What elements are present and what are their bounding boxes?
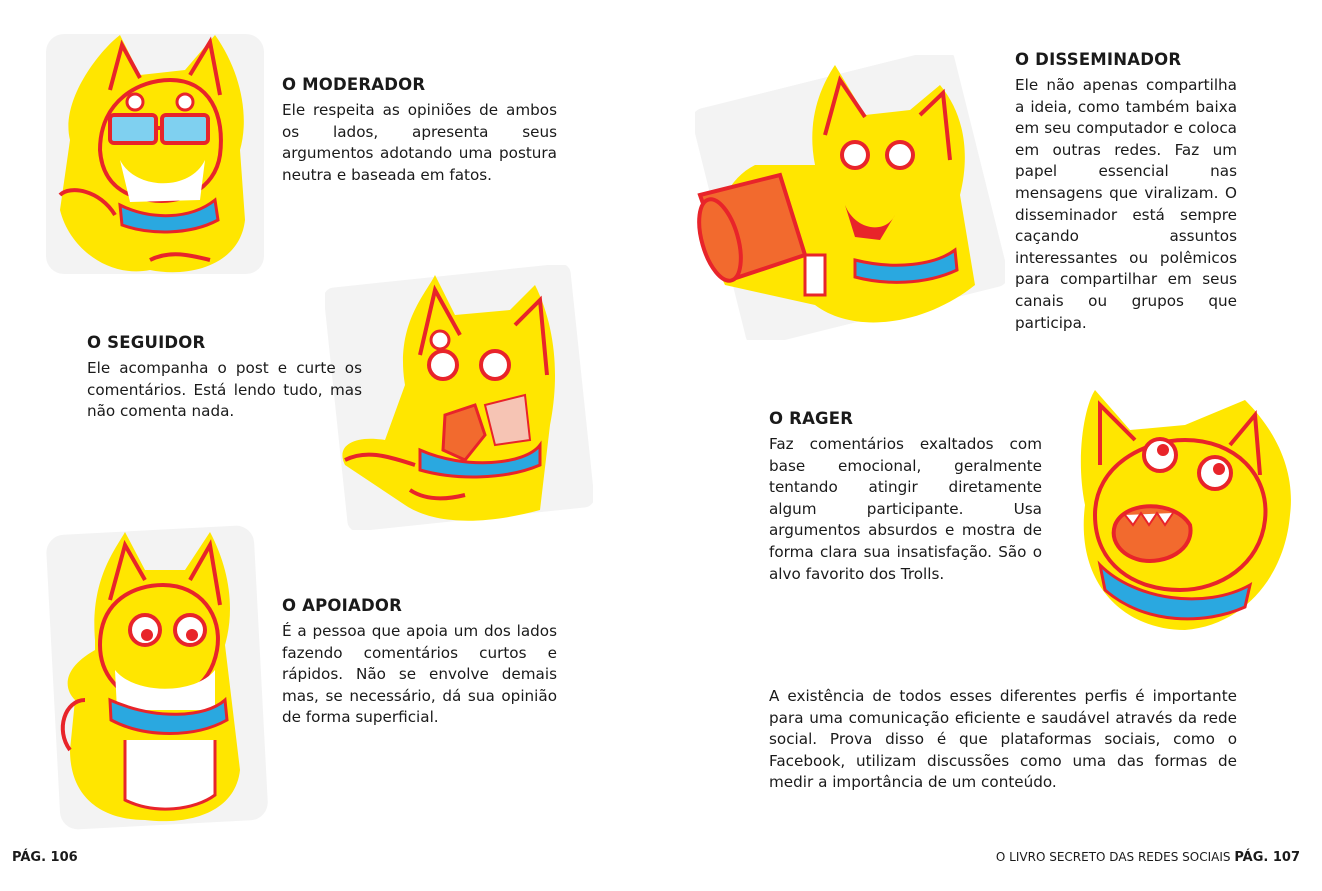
disseminador-heading: O DISSEMINADOR xyxy=(1015,50,1182,69)
disseminador-section xyxy=(1015,50,1237,334)
apoiador-section xyxy=(282,596,557,729)
rager-dog-sticker xyxy=(1055,385,1300,635)
page-number-left: PÁG. 106 xyxy=(12,850,78,865)
page-number-right: PÁG. 107 xyxy=(1234,850,1300,865)
book-title: O LIVRO SECRETO DAS REDES SOCIAIS xyxy=(995,850,1231,864)
apoiador-description: É a pessoa que apoia um dos lados fazendo comentários curtos e rápidos. Não se envolve demais mas, se necessário, dá sua opinião de forma superficial. xyxy=(282,622,557,727)
disseminador-dog-sticker xyxy=(695,55,1005,340)
closing-paragraph: A existência de todos esses diferentes perfis é importante para uma comunicação eficiente e saudável através da rede social. Prova disso é que plataformas sociais, como o Facebook, utilizam discussões como uma das formas de medir a importância de um conteúdo. xyxy=(769,687,1237,792)
disseminador-description: Ele não apenas compartilha a ideia, como também baixa em seu computador e coloca em outras redes. Faz um papel essencial nas mensagens que viralizam. O disseminador está sempre caçando assuntos interessantes ou polêmicos para compartilhar em seus canais ou grupos que participa. xyxy=(1015,76,1237,332)
moderador-section xyxy=(282,75,557,186)
rager-heading: O RAGER xyxy=(769,409,854,428)
rager-section xyxy=(769,409,1042,585)
apoiador-dog-sticker xyxy=(45,520,270,832)
seguidor-section xyxy=(87,333,362,423)
footer-left xyxy=(12,850,78,865)
closing-paragraph-section xyxy=(769,686,1237,794)
moderador-dog-sticker xyxy=(40,20,270,285)
rager-description: Faz comentários exaltados com base emocional, geralmente tentando atingir diretamente algum participante. Usa argumentos absurdos e mostra de forma clara sua insatisfação. São o alvo favorito dos Trolls. xyxy=(769,435,1042,583)
apoiador-heading: O APOIADOR xyxy=(282,596,402,615)
moderador-description: Ele respeita as opiniões de ambos os lados, apresenta seus argumentos adotando uma postura neutra e baseada em fatos. xyxy=(282,101,557,184)
seguidor-dog-sticker xyxy=(325,265,593,530)
seguidor-heading: O SEGUIDOR xyxy=(87,333,206,352)
seguidor-description: Ele acompanha o post e curte os comentários. Está lendo tudo, mas não comenta nada. xyxy=(87,359,362,421)
footer-right xyxy=(996,850,1300,865)
moderador-heading: O MODERADOR xyxy=(282,75,426,94)
